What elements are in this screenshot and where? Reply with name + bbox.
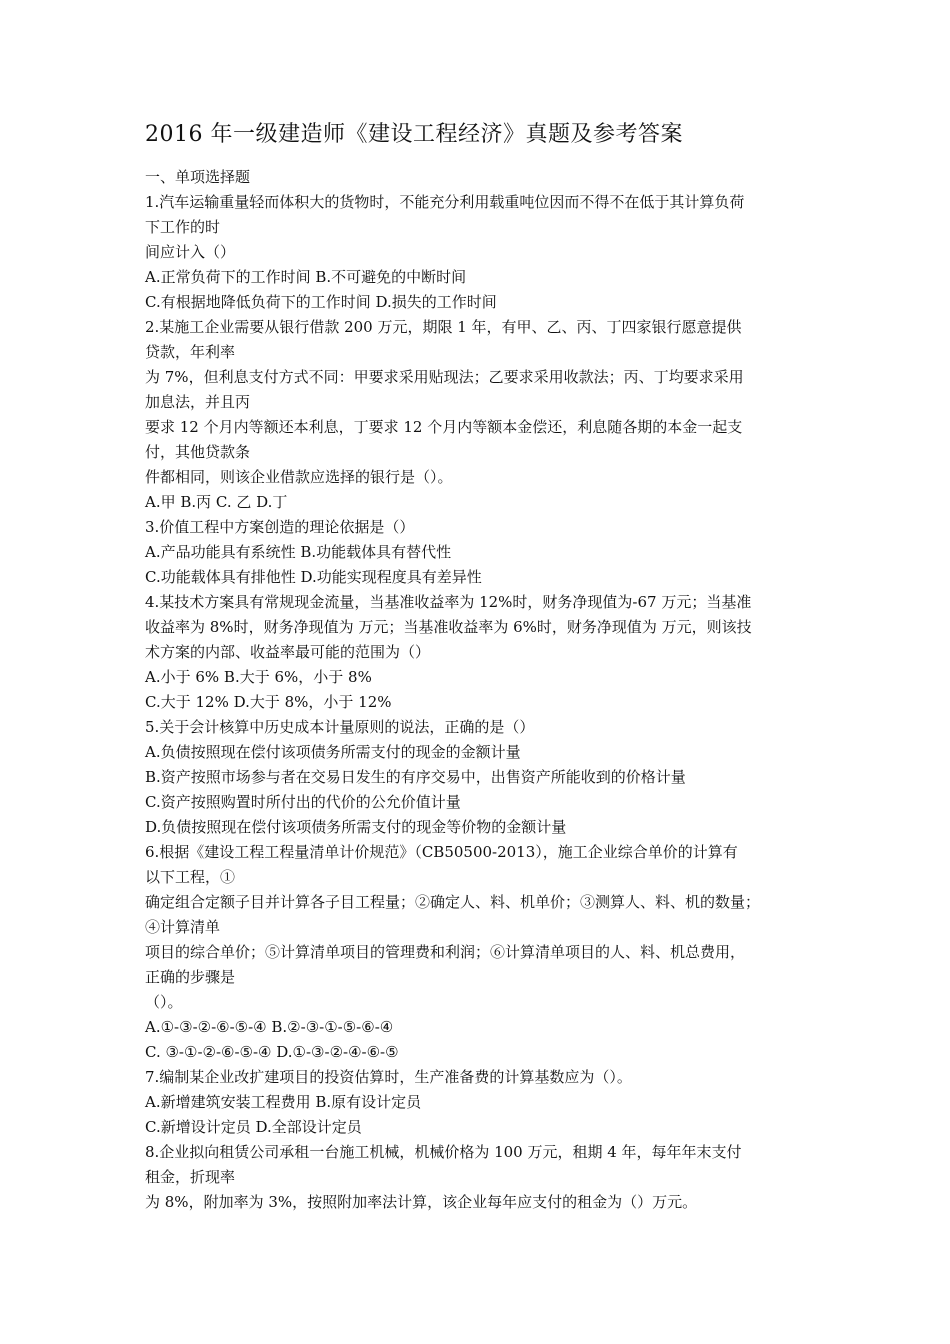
question-1-line-2: 下工作的时 (145, 218, 221, 236)
question-6-line-6: 正确的步骤是 (145, 968, 236, 986)
question-5-option-b: B.资产按照市场参与者在交易日发生的有序交易中，出售资产所能收到的价格计量 (145, 768, 686, 786)
question-6-line-1: 6.根据《建设工程工程量清单计价规范》（CB50500-2013），施工企业综合单价的计算有 (145, 843, 738, 861)
question-8-line-1: 8.企业拟向租赁公司承租一台施工机械，机械价格为 100 万元，租期 4 年，每年年末支付 (145, 1143, 742, 1161)
question-3-options-ab: A.产品功能具有系统性 B.功能载体具有替代性 (145, 543, 452, 561)
question-4-line-2: 收益率为 8%时，财务净现值为 万元；当基准收益率为 6%时，财务净现值为 万元，则该技 (145, 618, 752, 636)
question-4-options-cd: C.大于 12% D.大于 8%，小于 12% (145, 693, 392, 711)
question-5-stem: 5.关于会计核算中历史成本计量原则的说法，正确的是（） (145, 718, 535, 736)
question-1-options-cd: C.有根据地降低负荷下的工作时间 D.损失的工作时间 (145, 293, 497, 311)
question-1-line-3: 间应计入（） (145, 243, 236, 261)
question-5-option-d: D.负债按照现在偿付该项债务所需支付的现金等价物的金额计量 (145, 818, 567, 836)
question-4-line-3: 术方案的内部、收益率最可能的范围为（） (145, 643, 431, 661)
question-7-stem: 7.编制某企业改扩建项目的投资估算时，生产准备费的计算基数应为（）。 (145, 1068, 632, 1086)
section-heading: 一、单项选择题 (145, 168, 251, 186)
question-1-line-1: 1.汽车运输重量轻而体积大的货物时，不能充分利用载重吨位因而不得不在低于其计算负荷 (145, 193, 745, 211)
question-4-line-1: 4.某技术方案具有常规现金流量，当基准收益率为 12%时，财务净现值为-67 万元；当基准 (145, 593, 752, 611)
question-6-line-7: （）。 (145, 993, 183, 1011)
question-2-line-5: 要求 12 个月内等额还本利息，丁要求 12 个月内等额本金偿还，利息随各期的本金一起支 (145, 418, 743, 436)
document-title: 2016 年一级建造师《建设工程经济》真题及参考答案 (145, 122, 683, 147)
question-8-line-3: 为 8%，附加率为 3%，按照附加率法计算，该企业每年应支付的租金为（）万元。 (145, 1193, 698, 1211)
question-3-options-cd: C.功能载体具有排他性 D.功能实现程度具有差异性 (145, 568, 482, 586)
question-7-options-ab: A.新增建筑安装工程费用 B.原有设计定员 (145, 1093, 422, 1111)
question-1-options-ab: A.正常负荷下的工作时间 B.不可避免的中断时间 (145, 268, 467, 286)
question-6-line-4: ④计算清单 (145, 918, 221, 936)
question-6-options-ab: A.①-③-②-⑥-⑤-④ B.②-③-①-⑤-⑥-④ (145, 1018, 394, 1036)
question-2-line-7: 件都相同，则该企业借款应选择的银行是（）。 (145, 468, 453, 486)
question-5-option-c: C.资产按照购置时所付出的代价的公允价值计量 (145, 793, 461, 811)
question-2-line-1: 2.某施工企业需要从银行借款 200 万元，期限 1 年，有甲、乙、丙、丁四家银行愿意提供 (145, 318, 742, 336)
question-6-options-cd: C. ③-①-②-⑥-⑤-④ D.①-③-②-④-⑥-⑤ (145, 1043, 399, 1061)
question-2-line-4: 加息法，并且丙 (145, 393, 251, 411)
question-3-stem: 3.价值工程中方案创造的理论依据是（） (145, 518, 415, 536)
question-6-line-3: 确定组合定额子目并计算各子目工程量；②确定人、料、机单价；③测算人、料、机的数量； (145, 893, 761, 911)
question-7-options-cd: C.新增设计定员 D.全部设计定员 (145, 1118, 362, 1136)
question-2-options: A.甲 B.丙 C. 乙 D.丁 (145, 493, 288, 511)
question-2-line-6: 付，其他贷款条 (145, 443, 251, 461)
question-5-option-a: A.负债按照现在偿付该项债务所需支付的现金的金额计量 (145, 743, 521, 761)
document-body (145, 165, 810, 1215)
question-8-line-2: 租金，折现率 (145, 1168, 236, 1186)
question-2-line-2: 贷款，年利率 (145, 343, 236, 361)
question-2-line-3: 为 7%，但利息支付方式不同：甲要求采用贴现法；乙要求采用收款法；丙、丁均要求采用 (145, 368, 744, 386)
question-4-options-ab: A.小于 6% B.大于 6%，小于 8% (145, 668, 372, 686)
question-6-line-5: 项目的综合单价；⑤计算清单项目的管理费和利润；⑥计算清单项目的人、料、机总费用， (145, 943, 746, 961)
question-6-line-2: 以下工程，① (145, 868, 236, 886)
